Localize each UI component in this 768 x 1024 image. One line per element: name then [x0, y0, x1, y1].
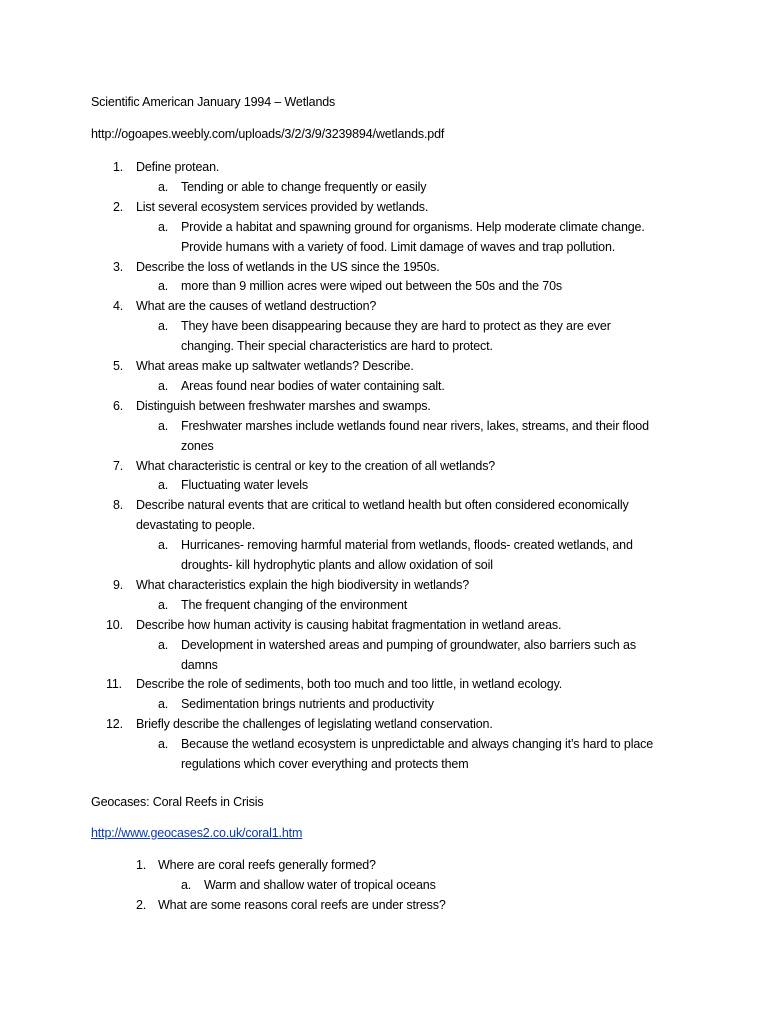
question-text: Define protean. — [136, 160, 220, 174]
answer-marker: a. — [158, 737, 169, 752]
question-text: What are the causes of wetland destruction? — [136, 299, 377, 314]
question-text: Briefly describe the challenges of legislating wetland conservation. — [136, 717, 493, 732]
section2-title: Geocases: Coral Reefs in Crisis — [91, 795, 264, 809]
question-number: 8. — [113, 498, 124, 513]
question-number: 6. — [113, 398, 124, 413]
question-text: What characteristics explain the high biodiversity in wetlands? — [136, 577, 470, 592]
answer-text: damns — [181, 657, 218, 672]
answer-text: Provide a habitat and spawning ground for organisms. Help moderate climate change. — [181, 219, 645, 234]
answer-marker: a. — [158, 378, 169, 393]
section2-url-link[interactable]: http://www.geocases2.co.uk/coral1.htm — [91, 826, 303, 840]
question-text: What characteristic is central or key to the creation of all wetlands? — [136, 458, 496, 473]
answer-marker: a. — [158, 478, 169, 493]
section1-url: http://ogoapes.weebly.com/uploads/3/2/3/9/3239894/wetlands.pdf — [91, 127, 445, 141]
question-text: Describe how human activity is causing habitat fragmentation in wetland areas. — [136, 617, 562, 632]
question-text: Describe the role of sediments, both too much and too little, in wetland ecology. — [136, 677, 563, 692]
answer-marker: a. — [158, 179, 169, 194]
answer-text: zones — [181, 438, 214, 453]
question-number: 1. — [113, 160, 124, 174]
question-text: Describe natural events that are critical to wetland health but often considered economically — [136, 498, 629, 513]
answer-marker: a. — [158, 597, 169, 612]
answer-marker: a. — [158, 637, 169, 652]
question-number: 10. — [106, 617, 123, 632]
question-number: 5. — [113, 359, 124, 373]
answer-text: Areas found near bodies of water containing salt. — [181, 378, 445, 393]
answer-marker: a. — [158, 697, 169, 712]
answer-text: Tending or able to change frequently or easily — [181, 179, 427, 194]
answer-text: They have been disappearing because they are hard to protect as they are ever — [181, 319, 611, 334]
answer-text: Because the wetland ecosystem is unpredictable and always changing it’s hard to place — [181, 737, 654, 752]
question-number: 3. — [113, 259, 124, 274]
answer-text: Sedimentation brings nutrients and productivity — [181, 697, 434, 712]
question-text: Distinguish between freshwater marshes and swamps. — [136, 398, 431, 413]
answer-marker: a. — [181, 878, 192, 892]
answer-marker: a. — [158, 538, 169, 553]
answer-text: The frequent changing of the environment — [181, 597, 408, 612]
answer-text: regulations which cover everything and protects them — [181, 757, 469, 771]
question-number: 1. — [136, 858, 147, 872]
answer-marker: a. — [158, 279, 169, 294]
question-number: 2. — [136, 898, 147, 912]
answer-text: Development in watershed areas and pumping of groundwater, also barriers such as — [181, 637, 636, 652]
answer-text: changing. Their special characteristics are hard to protect. — [181, 339, 493, 354]
answer-text: Provide humans with a variety of food. Limit damage of waves and trap pollution. — [181, 239, 616, 254]
question-number: 7. — [113, 458, 124, 473]
answer-text: Fluctuating water levels — [181, 478, 309, 493]
answer-text: Warm and shallow water of tropical oceans — [204, 878, 436, 892]
question-text-continued: devastating to people. — [136, 518, 256, 533]
question-text: Describe the loss of wetlands in the US since the 1950s. — [136, 259, 440, 274]
question-text: What areas make up saltwater wetlands? Describe. — [136, 359, 414, 373]
answer-marker: a. — [158, 319, 169, 334]
answer-marker: a. — [158, 219, 169, 234]
question-text: What are some reasons coral reefs are under stress? — [158, 898, 446, 912]
question-number: 2. — [113, 199, 124, 214]
answer-text: Freshwater marshes include wetlands found near rivers, lakes, streams, and their flood — [181, 418, 649, 433]
question-text: List several ecosystem services provided by wetlands. — [136, 199, 429, 214]
question-number: 11. — [106, 677, 122, 692]
answer-text: more than 9 million acres were wiped out between the 50s and the 70s — [181, 279, 563, 294]
answer-marker: a. — [158, 418, 169, 433]
answer-text: Hurricanes- removing harmful material from wetlands, floods- created wetlands, and — [181, 538, 633, 553]
answer-text: droughts- kill hydrophytic plants and allow oxidation of soil — [181, 558, 493, 572]
question-number: 9. — [113, 577, 124, 592]
question-number: 4. — [113, 299, 124, 314]
question-number: 12. — [106, 717, 123, 732]
section1-title: Scientific American January 1994 – Wetlands — [91, 95, 336, 109]
question-text: Where are coral reefs generally formed? — [158, 858, 376, 872]
